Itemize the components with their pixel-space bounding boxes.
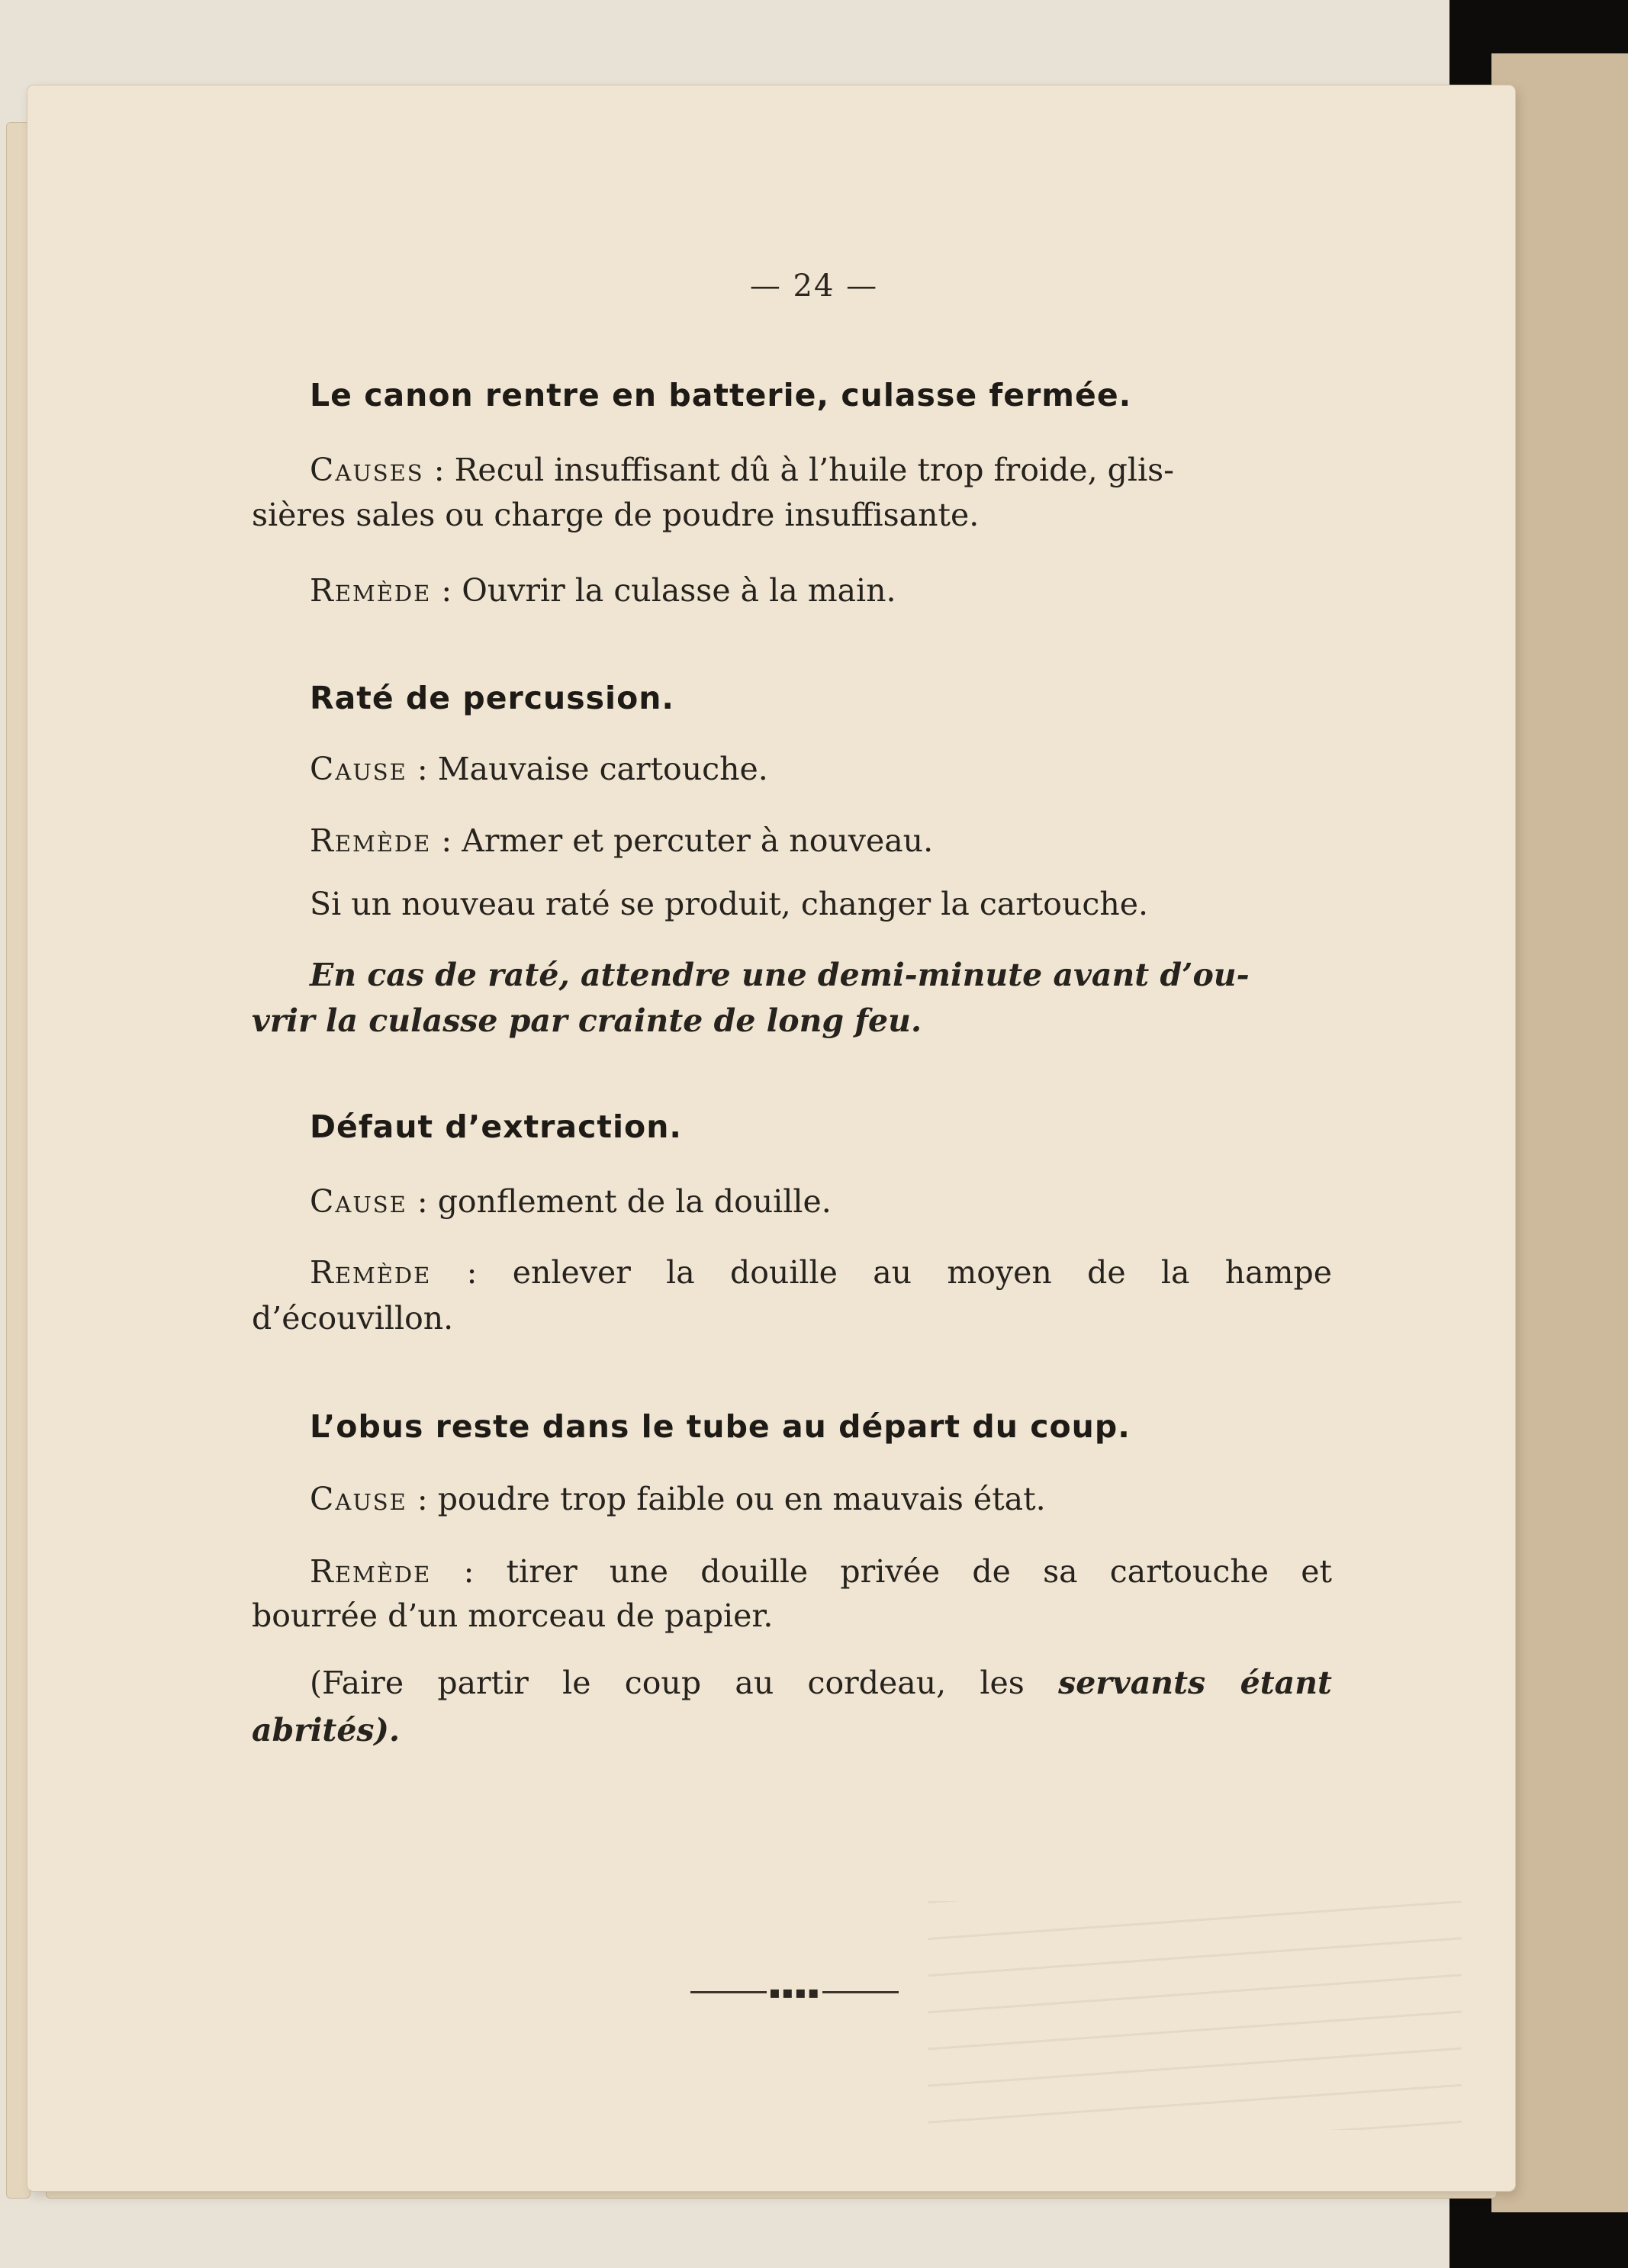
cause-line: Cause : Mauvaise cartouche. xyxy=(310,751,768,787)
remedy-line-2: bourrée d’un morceau de papier. xyxy=(252,1597,774,1634)
page-number: — 24 — xyxy=(749,269,879,304)
remedy-line: Remède : enlever la douille au moyen de la hampe xyxy=(310,1254,1332,1291)
causes-line-2: sières sales ou charge de poudre insuffisante. xyxy=(252,497,980,533)
cause-line: Cause : gonflement de la douille. xyxy=(310,1183,832,1220)
remedy-text: enlever la douille au moyen de la hampe xyxy=(512,1254,1332,1291)
remedy-line: Remède : Ouvrir la culasse à la main. xyxy=(310,572,896,609)
note-line-1: (Faire partir le coup au cordeau, les servants étant xyxy=(310,1665,1332,1701)
warning-line-1: En cas de raté, attendre une demi-minute avant d’ou- xyxy=(310,957,1250,993)
remedy-label: Remède xyxy=(310,822,432,859)
remedy-line: Remède : Armer et percuter à nouveau. xyxy=(310,822,934,859)
cause-text: poudre trop faible ou en mauvais état. xyxy=(437,1481,1046,1517)
section-heading-extraction: Défaut d’extraction. xyxy=(310,1108,682,1145)
remedy-text: Armer et percuter à nouveau. xyxy=(462,822,934,859)
cause-text: gonflement de la douille. xyxy=(437,1183,832,1220)
footer-rule-left xyxy=(690,1991,767,1993)
note-line-2: abrités). xyxy=(252,1712,401,1748)
extra-instruction: Si un nouveau raté se produit, changer la cartouche. xyxy=(310,886,1149,922)
cause-label: Cause xyxy=(310,1481,407,1517)
remedy-text: tirer une douille privée de sa cartouche et xyxy=(506,1553,1332,1590)
warning-line-2: vrir la culasse par crainte de long feu. xyxy=(252,1002,922,1039)
cause-line: Cause : poudre trop faible ou en mauvais état. xyxy=(310,1481,1046,1517)
cause-label: Cause xyxy=(310,751,407,787)
causes-line: Causes : Recul insuffisant dû à l’huile trop froide, glis- xyxy=(310,452,1175,488)
remedy-text: Ouvrir la culasse à la main. xyxy=(462,572,896,609)
remedy-label: Remède xyxy=(310,572,432,609)
remedy-label: Remède xyxy=(310,1254,432,1291)
section-heading-percussion: Raté de percussion. xyxy=(310,680,675,716)
section-heading-obus: L’obus reste dans le tube au départ du coup. xyxy=(310,1408,1131,1445)
section-heading-batterie: Le canon rentre en batterie, culasse fermée. xyxy=(310,377,1132,413)
footer-ornament: ▪▪▪▪ xyxy=(769,1983,821,2003)
causes-text: Recul insuffisant dû à l’huile trop froide, glis- xyxy=(454,452,1175,488)
footer-rule-right xyxy=(822,1991,899,1993)
cause-text: Mauvaise cartouche. xyxy=(437,751,768,787)
remedy-label: Remède xyxy=(310,1553,432,1590)
show-through-text xyxy=(928,1901,1462,2130)
remedy-line: Remède : tirer une douille privée de sa cartouche et xyxy=(310,1553,1332,1590)
cause-label: Cause xyxy=(310,1183,407,1220)
remedy-line-2: d’écouvillon. xyxy=(252,1300,454,1337)
causes-label: Causes xyxy=(310,452,424,488)
